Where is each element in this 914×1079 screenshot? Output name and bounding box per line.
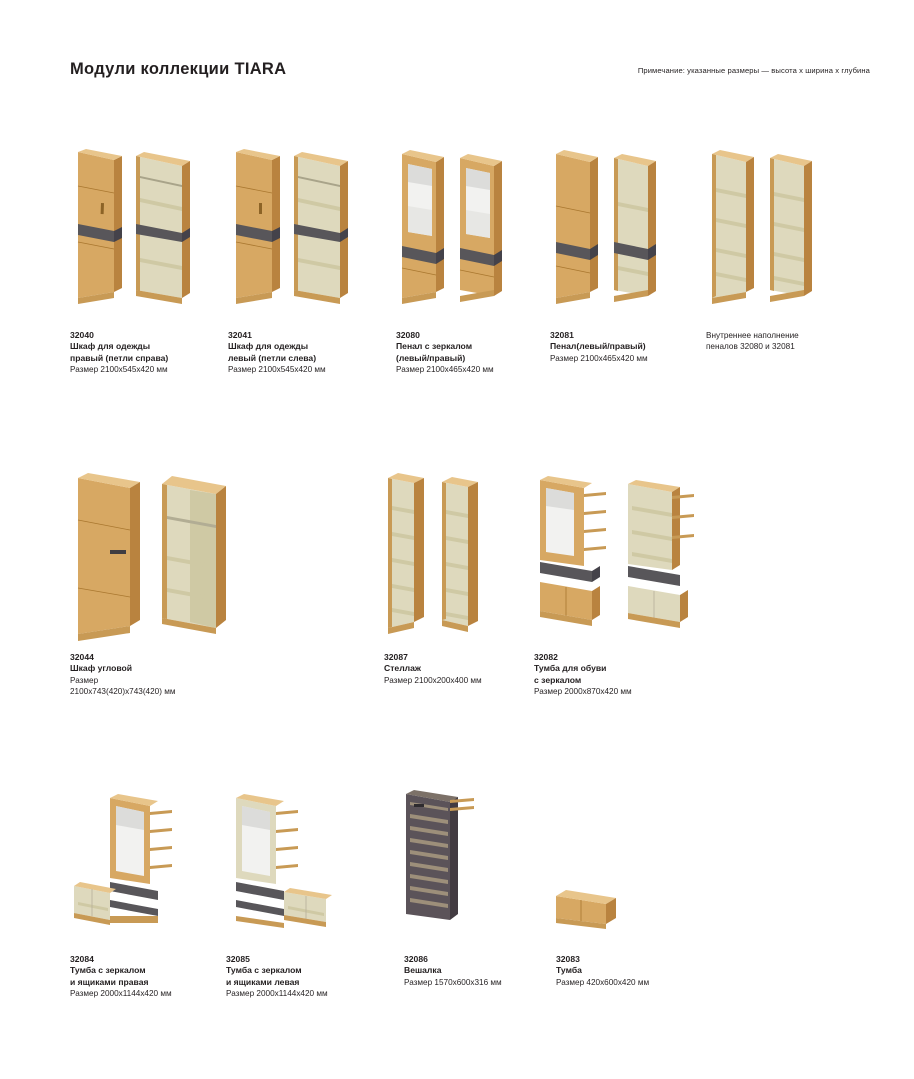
caption-interior-filling: [706, 330, 866, 352]
product-code: 32087: [384, 652, 408, 662]
product-code: 32040: [70, 330, 94, 340]
product-image-32085: [222, 782, 362, 932]
product-size: Размер 2000х1144х420 мм: [70, 989, 172, 999]
product-note-line-1: Внутреннее наполнение: [706, 331, 799, 340]
product-name-line-1: Тумба для обуви: [534, 663, 607, 674]
caption-32041: [228, 330, 378, 376]
product-name-line-2: с зеркалом: [534, 674, 582, 685]
product-code: 32044: [70, 652, 94, 662]
product-image-32086: [396, 784, 506, 929]
product-name-line-2: левый (петли слева): [228, 352, 317, 363]
product-name-line-2: и ящиками левая: [226, 976, 300, 987]
caption-32086: [404, 954, 554, 988]
product-size: Размер 2000х870х420 мм: [534, 687, 632, 697]
caption-32083: [556, 954, 706, 988]
product-size: Размер: [70, 675, 99, 685]
product-name-line-1: Тумба с зеркалом: [70, 965, 146, 976]
caption-32084: [70, 954, 220, 1000]
product-code: 32085: [226, 954, 250, 964]
caption-32082: [534, 652, 694, 698]
product-code: 32086: [404, 954, 428, 964]
product-name-line-2: правый (петли справа): [70, 352, 169, 363]
product-size: Размер 2100х465х420 мм: [396, 365, 494, 375]
caption-32044: [70, 652, 250, 697]
caption-32087: [384, 652, 534, 686]
product-image-32080: [396, 146, 520, 306]
product-name-line-1: Шкаф для одежды: [228, 341, 309, 352]
product-code: 32083: [556, 954, 580, 964]
caption-32081: [550, 330, 700, 364]
product-image-32083: [548, 884, 638, 934]
product-note-line-2: пеналов 32080 и 32081: [706, 342, 795, 352]
product-image-32082: [530, 470, 710, 635]
product-name-line-1: Пенал(левый/правый): [550, 341, 646, 352]
product-code: 32080: [396, 330, 420, 340]
product-name-line-1: Стеллаж: [384, 663, 421, 674]
product-size: Размер 2100х465х420 мм: [550, 353, 648, 363]
product-code: 32081: [550, 330, 574, 340]
product-size: Размер 420х600х420 мм: [556, 977, 650, 987]
product-name-line-1: Шкаф для одежды: [70, 341, 151, 352]
product-image-32041: [228, 146, 358, 306]
product-size: Размер 2000х1144х420 мм: [226, 989, 328, 999]
product-image-32081: [550, 146, 674, 306]
product-image-interior-filling: [706, 146, 830, 306]
product-name-line-1: Тумба: [556, 965, 582, 976]
product-name-line-2: (левый/правый): [396, 352, 466, 363]
product-size: Размер 2100х200х400 мм: [384, 675, 482, 685]
product-name-line-1: Вешалка: [404, 965, 442, 976]
product-code: 32082: [534, 652, 558, 662]
product-size: Размер 2100х545х420 мм: [70, 365, 168, 375]
product-image-32040: [70, 146, 200, 306]
caption-32080: [396, 330, 546, 376]
caption-32040: [70, 330, 220, 376]
measurement-note: Примечание: указанные размеры — высота х ширина х глубина: [637, 66, 870, 75]
product-size-line-2: 2100х743(420)х743(420) мм: [70, 687, 176, 697]
product-name-line-1: Тумба с зеркалом: [226, 965, 302, 976]
caption-32085: [226, 954, 376, 1000]
product-name-line-1: Пенал с зеркалом: [396, 341, 473, 352]
product-image-32084: [66, 782, 206, 932]
product-size: Размер 2100х545х420 мм: [228, 365, 326, 375]
product-name-line-1: Шкаф угловой: [70, 663, 133, 674]
product-code: 32041: [228, 330, 252, 340]
product-size: Размер 1570х600х316 мм: [404, 977, 502, 987]
product-image-32087: [380, 470, 490, 635]
product-image-32044: [70, 470, 260, 645]
product-code: 32084: [70, 954, 94, 964]
product-name-line-2: и ящиками правая: [70, 976, 149, 987]
page-title: Модули коллекции TIARA: [70, 60, 287, 78]
